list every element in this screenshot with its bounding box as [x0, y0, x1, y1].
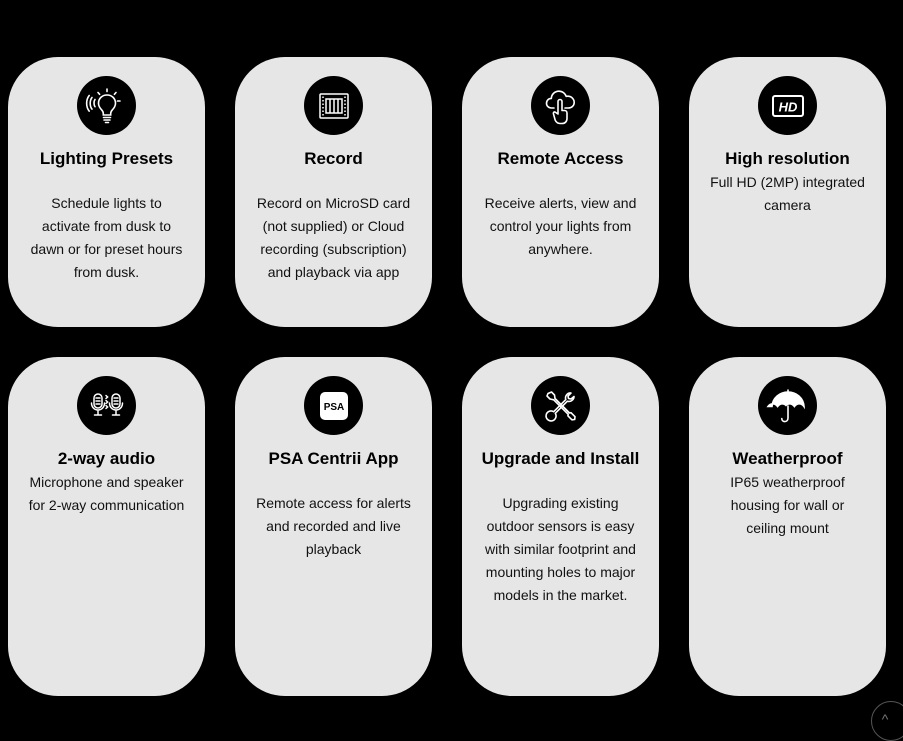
feature-title: PSA Centrii App	[268, 449, 399, 468]
feature-card-weatherproof	[689, 357, 886, 696]
feature-title: Weatherproof	[732, 449, 843, 468]
microphone-icon	[77, 376, 136, 435]
feature-description: Record on MicroSD card (not supplied) or Cloud recording (subscription) and playback via app	[256, 195, 411, 280]
feature-title: Record	[304, 149, 363, 168]
film-strip-icon	[304, 76, 363, 135]
feature-card-psa-centrii-app	[235, 357, 432, 696]
light-bulb-icon	[77, 76, 136, 135]
feature-card-upgrade-and-install	[462, 357, 659, 696]
psa-logo-text: PSA	[323, 401, 344, 413]
psa-app-icon	[304, 376, 363, 435]
umbrella-icon	[758, 376, 817, 435]
cloud-touch-icon	[531, 76, 590, 135]
hd-icon	[758, 76, 817, 135]
feature-card-lighting-presets	[8, 57, 205, 327]
features-grid	[8, 57, 888, 697]
chevron-up-icon: ^	[881, 711, 889, 727]
feature-card-record	[235, 57, 432, 327]
feature-description: Full HD (2MP) integrated camera	[710, 174, 865, 213]
feature-description: IP65 weatherproof housing for wall or ceiling mount	[730, 474, 845, 536]
feature-title: Lighting Presets	[39, 149, 174, 168]
svg-text:HD: HD	[778, 99, 797, 114]
feature-description: Receive alerts, view and control your lights from anywhere.	[484, 195, 637, 257]
feature-description: Remote access for alerts and recorded and live playback	[256, 495, 411, 557]
feature-title: High resolution	[725, 149, 850, 168]
feature-description: Upgrading existing outdoor sensors is easy with similar footprint and mounting holes to major models in the market.	[485, 495, 636, 603]
feature-card-remote-access	[462, 57, 659, 327]
feature-description: Schedule lights to activate from dusk to dawn or for preset hours from dusk.	[30, 195, 183, 280]
feature-title: 2-way audio	[57, 449, 156, 468]
scroll-to-top-button[interactable]	[871, 701, 903, 741]
feature-title: Upgrade and Install	[481, 449, 640, 468]
feature-card-2-way-audio	[8, 357, 205, 696]
feature-card-high-resolution	[689, 57, 886, 327]
tools-icon	[531, 376, 590, 435]
feature-description: Microphone and speaker for 2-way communication	[28, 474, 185, 513]
feature-title: Remote Access	[497, 149, 624, 168]
